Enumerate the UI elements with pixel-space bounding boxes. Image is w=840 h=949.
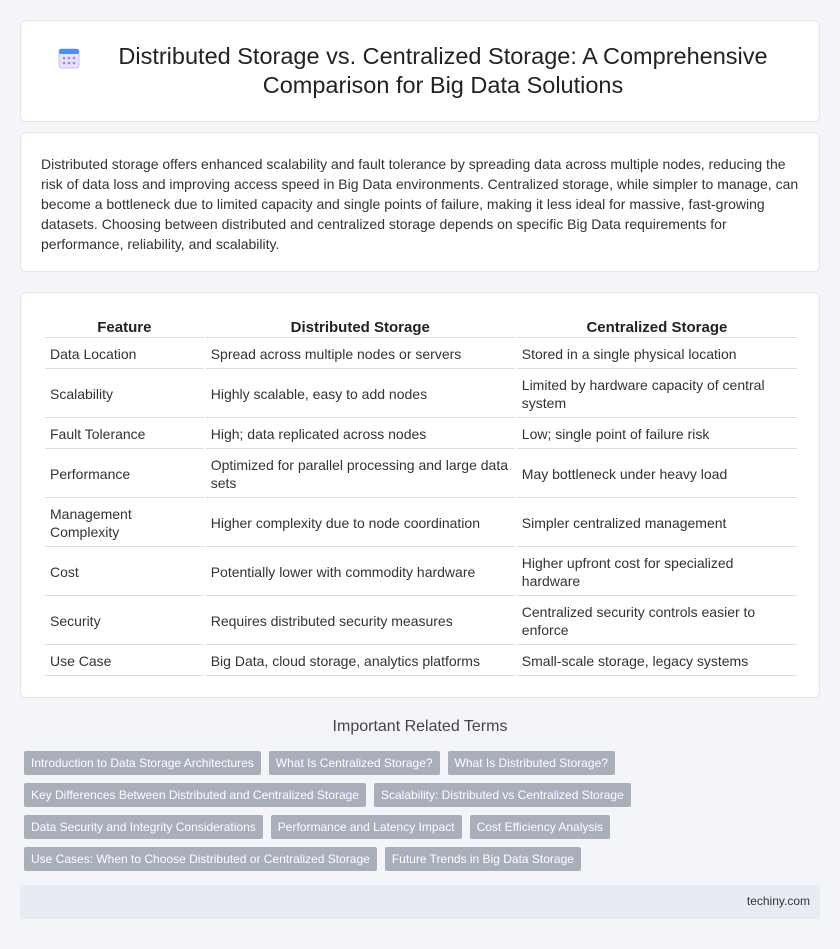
header-centralized: Centralized Storage [517,317,797,338]
feature-cell: Scalability [45,371,204,418]
centralized-cell: May bottleneck under heavy load [517,451,797,498]
table-row [45,420,797,449]
centralized-cell: Stored in a single physical location [517,340,797,369]
feature-cell: Use Case [45,647,204,676]
header-card [20,20,820,122]
calendar-grid-icon [57,46,81,70]
centralized-cell: Low; single point of failure risk [517,420,797,449]
comparison-table-card [20,292,820,698]
centralized-cell: Higher upfront cost for specialized hardware [517,549,797,596]
tag-row [24,847,820,871]
table-row [45,549,797,596]
centralized-cell: Small-scale storage, legacy systems [517,647,797,676]
distributed-cell: Higher complexity due to node coordination [206,500,515,547]
intro-paragraph: Distributed storage offers enhanced scalability and fault tolerance by spreading data across multiple nodes, reducing the risk of data loss and improving access speed in Big Data environments. Centralized storage, while simpler to manage, can become a bottleneck due to limited capacity and single points of failure, making it less ideal for massive, fast-growing datasets. Choosing between distributed and centralized storage depends on specific Big Data requirements for performance, reliability, and scalability. [41,156,799,252]
table-row [45,340,797,369]
related-term-tag[interactable]: What Is Distributed Storage? [448,751,615,775]
tag-row [24,751,820,775]
table-row [45,371,797,418]
intro-card [20,132,820,272]
table-header-row [45,317,797,338]
feature-cell: Security [45,598,204,645]
related-term-tag[interactable]: Scalability: Distributed vs Centralized Storage [374,783,631,807]
related-terms-list [24,751,820,879]
related-term-tag[interactable]: What Is Centralized Storage? [269,751,440,775]
centralized-cell: Centralized security controls easier to enforce [517,598,797,645]
related-term-tag[interactable]: Use Cases: When to Choose Distributed or Centralized Storage [24,847,377,871]
distributed-cell: Potentially lower with commodity hardware [206,549,515,596]
feature-cell: Data Location [45,340,204,369]
related-term-tag[interactable]: Key Differences Between Distributed and Centralized Storage [24,783,366,807]
feature-cell: Fault Tolerance [45,420,204,449]
page-title: Distributed Storage vs. Centralized Storage: A Comprehensive Comparison for Big Data Solutions [118,43,768,98]
table-row [45,647,797,676]
table-row [45,598,797,645]
distributed-cell: Optimized for parallel processing and large data sets [206,451,515,498]
comparison-table [43,315,799,678]
distributed-cell: Highly scalable, easy to add nodes [206,371,515,418]
table-row [45,500,797,547]
header-feature: Feature [45,317,204,338]
table-row [45,451,797,498]
header-distributed: Distributed Storage [206,317,515,338]
feature-cell: Management Complexity [45,500,204,547]
related-terms-title: Important Related Terms [332,718,508,735]
related-term-tag[interactable]: Data Security and Integrity Considerations [24,815,263,839]
distributed-cell: Requires distributed security measures [206,598,515,645]
related-term-tag[interactable]: Future Trends in Big Data Storage [385,847,581,871]
related-term-tag[interactable]: Performance and Latency Impact [271,815,462,839]
footer-bar [20,885,820,919]
title-wrap [57,42,783,100]
centralized-cell: Limited by hardware capacity of central system [517,371,797,418]
distributed-cell: Spread across multiple nodes or servers [206,340,515,369]
feature-cell: Performance [45,451,204,498]
tag-row [24,815,820,839]
related-term-tag[interactable]: Cost Efficiency Analysis [470,815,611,839]
distributed-cell: High; data replicated across nodes [206,420,515,449]
tag-row [24,783,820,807]
feature-cell: Cost [45,549,204,596]
footer-brand[interactable]: techiny.com [746,894,810,908]
distributed-cell: Big Data, cloud storage, analytics platforms [206,647,515,676]
centralized-cell: Simpler centralized management [517,500,797,547]
related-term-tag[interactable]: Introduction to Data Storage Architectures [24,751,261,775]
